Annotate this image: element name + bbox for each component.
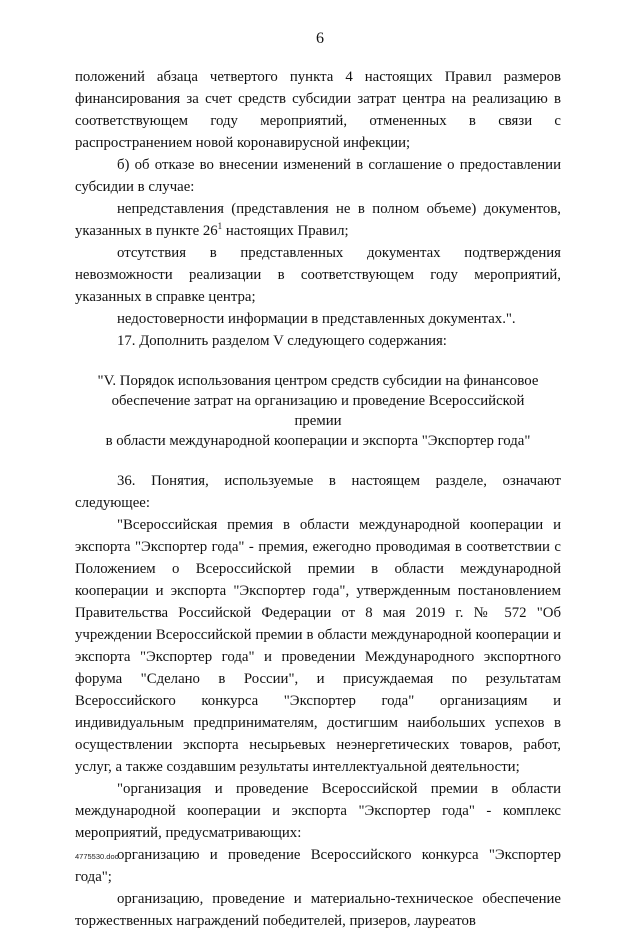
paragraph: 17. Дополнить разделом V следующего содержания:: [117, 333, 447, 349]
superscript: 1: [217, 221, 223, 232]
section-heading-line: "V. Порядок использования центром средств субсидии на финансовое: [97, 373, 539, 389]
page-number: 6: [316, 30, 324, 47]
section-heading: [95, 371, 541, 451]
document-body: [75, 66, 561, 932]
paragraph: б) об отказе во внесении изменений в соглашение о предоставлении субсидии в случае:: [75, 157, 561, 195]
paragraph: отсутствия в представленных документах подтверждения невозможности реализации в соответствующем году мероприятий, указанных в справке центра;: [75, 245, 561, 305]
section-heading-line: обеспечение затрат на организацию и проведение Всероссийской премии: [111, 393, 525, 429]
paragraph-text: настоящих Правил;: [222, 223, 349, 239]
section-heading-line: в области международной кооперации и экспорта "Экспортер года": [105, 433, 531, 449]
paragraph: 36. Понятия, используемые в настоящем разделе, означают следующее:: [75, 473, 561, 511]
paragraph: организацию и проведение Всероссийского конкурса "Экспортер года";: [75, 847, 561, 885]
paragraph: организацию, проведение и материально-техническое обеспечение торжественных награждений победителей, призеров, лауреатов: [75, 891, 561, 929]
paragraph: "организация и проведение Всероссийской премии в области международной кооперации и экспорта "Экспортер года" - комплекс мероприятий, предусматривающих:: [75, 781, 561, 841]
paragraph: недостоверности информации в представленных документах.".: [117, 311, 516, 327]
paragraph: положений абзаца четвертого пункта 4 настоящих Правил размеров финансирования за счет средств субсидии затрат центра на реализацию в соответствующем году мероприятий, отмененных в связи с распространением новой коронавирусной инфекции;: [75, 69, 561, 151]
paragraph: "Всероссийская премия в области международной кооперации и экспорта "Экспортер года" - премия, ежегодно проводимая в соответствии с Положением о Всероссийской премии в области международной кооперации и экспорта "Экспортер года", утвержденным постановлением Правительства Российской Федерации от 8 мая 2019 г. № 572 "Об учреждении Всероссийской премии в области международной кооперации и экспорта "Экспортер года" и проведении Международного экспортного форума "Сделано в России", и присуждаемая по результатам Всероссийского конкурса "Экспортер года" организациям и индивидуальным предпринимателям, достигшим наибольших успехов в осуществлении экспорта несырьевых неэнергетических товаров, работ, услуг, а также создавшим результаты интеллектуальной деятельности;: [75, 517, 561, 775]
document-code: 4775530.doc: [75, 852, 119, 861]
paragraph-text: непредставления (представления не в полном объеме) документов, указанных в пункте 26: [75, 201, 561, 239]
paragraph: [75, 198, 561, 242]
